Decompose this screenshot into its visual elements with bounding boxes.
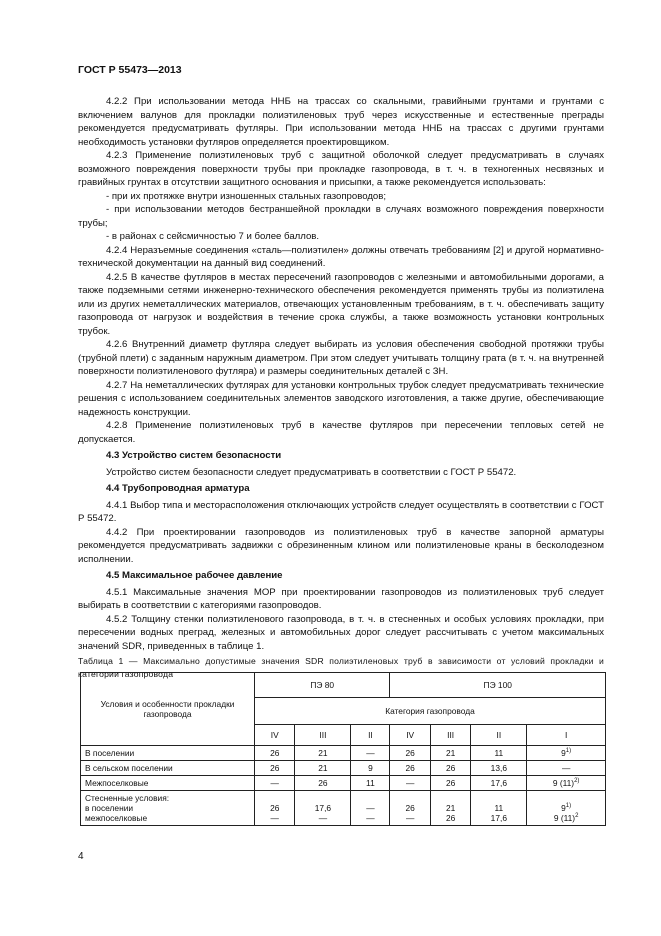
- header-pe100: ПЭ 100: [390, 673, 606, 698]
- cell-value: 9: [561, 803, 566, 813]
- table-cell: [351, 791, 390, 826]
- paragraph-4-2-2: 4.2.2 При использовании метода ННБ на трассах со скальными, гравийными грунтами и грунтами с включением валунов для прокладки полиэтиленовых труб через искусственные и естественные преграды рекомендуется предусматривать футляры. При использовании метода ННБ на трассах с другими грунтами необходимость установки футляров определяется проектировщиком.: [78, 96, 604, 148]
- footnote-mark: 2: [575, 813, 579, 820]
- row-label-sub: межпоселковые: [85, 813, 148, 823]
- table-row: [81, 746, 606, 761]
- paragraph-4-4-2: 4.4.2 При проектировании газопроводов из полиэтиленовых труб в качестве запорной арматуры рекомендуется предусматривать задвижки с обрезиненным клином или полиэтиленовые краны в бесколодезном исполнении.: [78, 526, 604, 565]
- cell-value: 26: [445, 813, 456, 823]
- table-cell: 26: [390, 746, 430, 761]
- cell-value: 26: [405, 803, 415, 813]
- table-header-row: [81, 673, 606, 698]
- table-cell: [390, 791, 430, 826]
- section-heading-4-4: 4.4 Трубопроводная арматура: [106, 483, 250, 494]
- table-row: [81, 776, 606, 791]
- document-header: ГОСТ Р 55473—2013: [78, 64, 182, 76]
- bullet-item: - при их протяжке внутри изношенных стальных газопроводов;: [106, 190, 387, 202]
- cell-value: 9 (11): [552, 778, 575, 788]
- header-cat: II: [471, 725, 527, 746]
- row-label-sub: в поселении: [85, 803, 134, 813]
- paragraph-4-4-1: 4.4.1 Выбор типа и месторасположения отключающих устройств следует осуществлять в соответствии с ГОСТ Р 55472.: [78, 499, 604, 524]
- cell-value-wrap: [531, 813, 601, 823]
- header-cat: IV: [390, 725, 430, 746]
- paragraph-4-2-8: 4.2.8 Применение полиэтиленовых труб в качестве футляров при пересечении тепловых сетей не допускается.: [78, 420, 604, 445]
- row-label: [81, 791, 255, 826]
- table-cell: 13,6: [471, 761, 527, 776]
- row-label-title: Стесненные условия:: [85, 793, 170, 803]
- table-cell: 26: [295, 776, 351, 791]
- table-row: [81, 791, 606, 826]
- table-cell: 11: [351, 776, 390, 791]
- table-cell: [527, 791, 606, 826]
- table-cell: [527, 746, 606, 761]
- table-caption: Таблица 1 — Максимально допустимые значения SDR полиэтиленовых труб в зависимости от условий прокладки и категории газопровода: [78, 656, 604, 679]
- cell-value: 21: [445, 803, 456, 813]
- cell-value: —: [270, 813, 279, 823]
- header-cat: III: [295, 725, 351, 746]
- footnote-mark: 1): [565, 803, 572, 810]
- header-category: Категория газопровода: [255, 698, 606, 725]
- cell-value: —: [318, 813, 328, 823]
- table-cell: [430, 791, 470, 826]
- table-cell: —: [527, 761, 606, 776]
- cell-value: 26: [270, 803, 280, 813]
- table-cell: 21: [430, 746, 470, 761]
- cell-value: 11: [494, 803, 504, 813]
- table-cell: 26: [255, 761, 295, 776]
- table-cell: —: [351, 746, 390, 761]
- paragraph-4-2-4: 4.2.4 Неразъемные соединения «сталь—полиэтилен» должны отвечать требованиям [2] и другой нормативно-технической документации на данный вид соединений.: [78, 244, 604, 269]
- table-cell: 17,6: [471, 776, 527, 791]
- cell-value: —: [366, 803, 375, 813]
- table-cell: [471, 791, 527, 826]
- table-cell: [255, 791, 295, 826]
- cell-value: 9: [561, 748, 566, 758]
- sdr-table: [80, 672, 606, 826]
- table-cell: 21: [295, 761, 351, 776]
- paragraph-4-3: Устройство систем безопасности следует предусматривать в соответствии с ГОСТ Р 55472.: [106, 466, 517, 478]
- table-cell: —: [390, 776, 430, 791]
- section-heading-4-5: 4.5 Максимальное рабочее давление: [106, 570, 283, 581]
- row-label: Межпоселковые: [81, 776, 255, 791]
- bullet-item: - при использовании методов бестраншейной прокладки в случаях возможного повреждения поверхности трубы;: [78, 204, 604, 229]
- footnote-mark: 2): [574, 778, 580, 785]
- table-row: [81, 761, 606, 776]
- section-heading-4-3: 4.3 Устройство систем безопасности: [106, 450, 282, 461]
- paragraph-4-2-6: 4.2.6 Внутренний диаметр футляра следует выбирать из условия обеспечения свободной протяжки трубы (трубной плети) с заданным наружным диаметром. При этом следует учитывать толщину грата (в т. ч. на внутренней поверхности полиэтиленового футляра) и размеры соединительных деталей с ЗН.: [78, 339, 604, 377]
- paragraph-4-2-5: 4.2.5 В качестве футляров в местах пересечений газопроводов с железными и автомобильными дорогами, а также подземными сетями инженерно-технического обеспечения рекомендуется применять трубы из полиэтилена или из других неметаллических материалов, отвечающих установленным требованиям, в т. ч. обеспечивать защиту газопровода от нагрузок и воздействия в течение срока службы, а также возможность установки контрольных трубок.: [78, 271, 604, 337]
- table-cell: 11: [471, 746, 527, 761]
- table-cell: —: [255, 776, 295, 791]
- header-cat: II: [351, 725, 390, 746]
- cell-value: 9 (11): [553, 813, 576, 823]
- header-cat: IV: [255, 725, 295, 746]
- cell-value: —: [366, 813, 375, 823]
- header-cat: I: [527, 725, 606, 746]
- table-cell: 26: [255, 746, 295, 761]
- row-label: В поселении: [81, 746, 255, 761]
- paragraph-4-5-2: 4.5.2 Толщину стенки полиэтиленового газопровода, в т. ч. в стесненных и особых условиях прокладки, при пересечении водных преград, железных и автомобильных дорог следует рассчитывать с учетом максимальных значений SDR, приведенных в таблице 1.: [78, 613, 604, 652]
- bullet-item: - в районах с сейсмичностью 7 и более баллов.: [106, 231, 320, 242]
- paragraph-4-5-1: 4.5.1 Максимальные значения МОР при проектировании газопроводов из полиэтиленовых труб следует выбирать в соответствии с категориями газопроводов.: [78, 586, 604, 611]
- header-pe80: ПЭ 80: [255, 673, 390, 698]
- cell-value: 17,6: [314, 803, 332, 813]
- cell-value: 17,6: [490, 813, 507, 823]
- paragraph-4-2-3: 4.2.3 Применение полиэтиленовых труб с защитной оболочкой следует предусматривать в случаях возможного повреждения поверхности трубы при прокладке газопровода, в т. ч. в техногенных несвязных и гравийных грунтах в отсутствии защитного основания и присыпки, а также рекомендуется использовать:: [78, 150, 604, 188]
- table-cell: [295, 791, 351, 826]
- table-cell: 9: [351, 761, 390, 776]
- header-conditions: Условия и особенности прокладки газопровода: [81, 673, 255, 746]
- footnote-mark: 1): [565, 748, 572, 755]
- header-cat: III: [430, 725, 470, 746]
- table-cell: 26: [430, 761, 470, 776]
- cell-value: —: [406, 813, 415, 823]
- table-cell: 21: [295, 746, 351, 761]
- row-label: В сельском поселении: [81, 761, 255, 776]
- table-cell: 26: [390, 761, 430, 776]
- table-cell: [527, 776, 606, 791]
- table-cell: 26: [430, 776, 470, 791]
- paragraph-4-2-7: 4.2.7 На неметаллических футлярах для установки контрольных трубок следует предусматривать технические решения с использованием соединительных элементов заводского изготовления, а также другие, обеспечивающие надежность конструкции.: [78, 379, 604, 418]
- page-number: 4: [78, 851, 84, 862]
- cell-value-wrap: [531, 803, 601, 813]
- document-body: [78, 95, 604, 680]
